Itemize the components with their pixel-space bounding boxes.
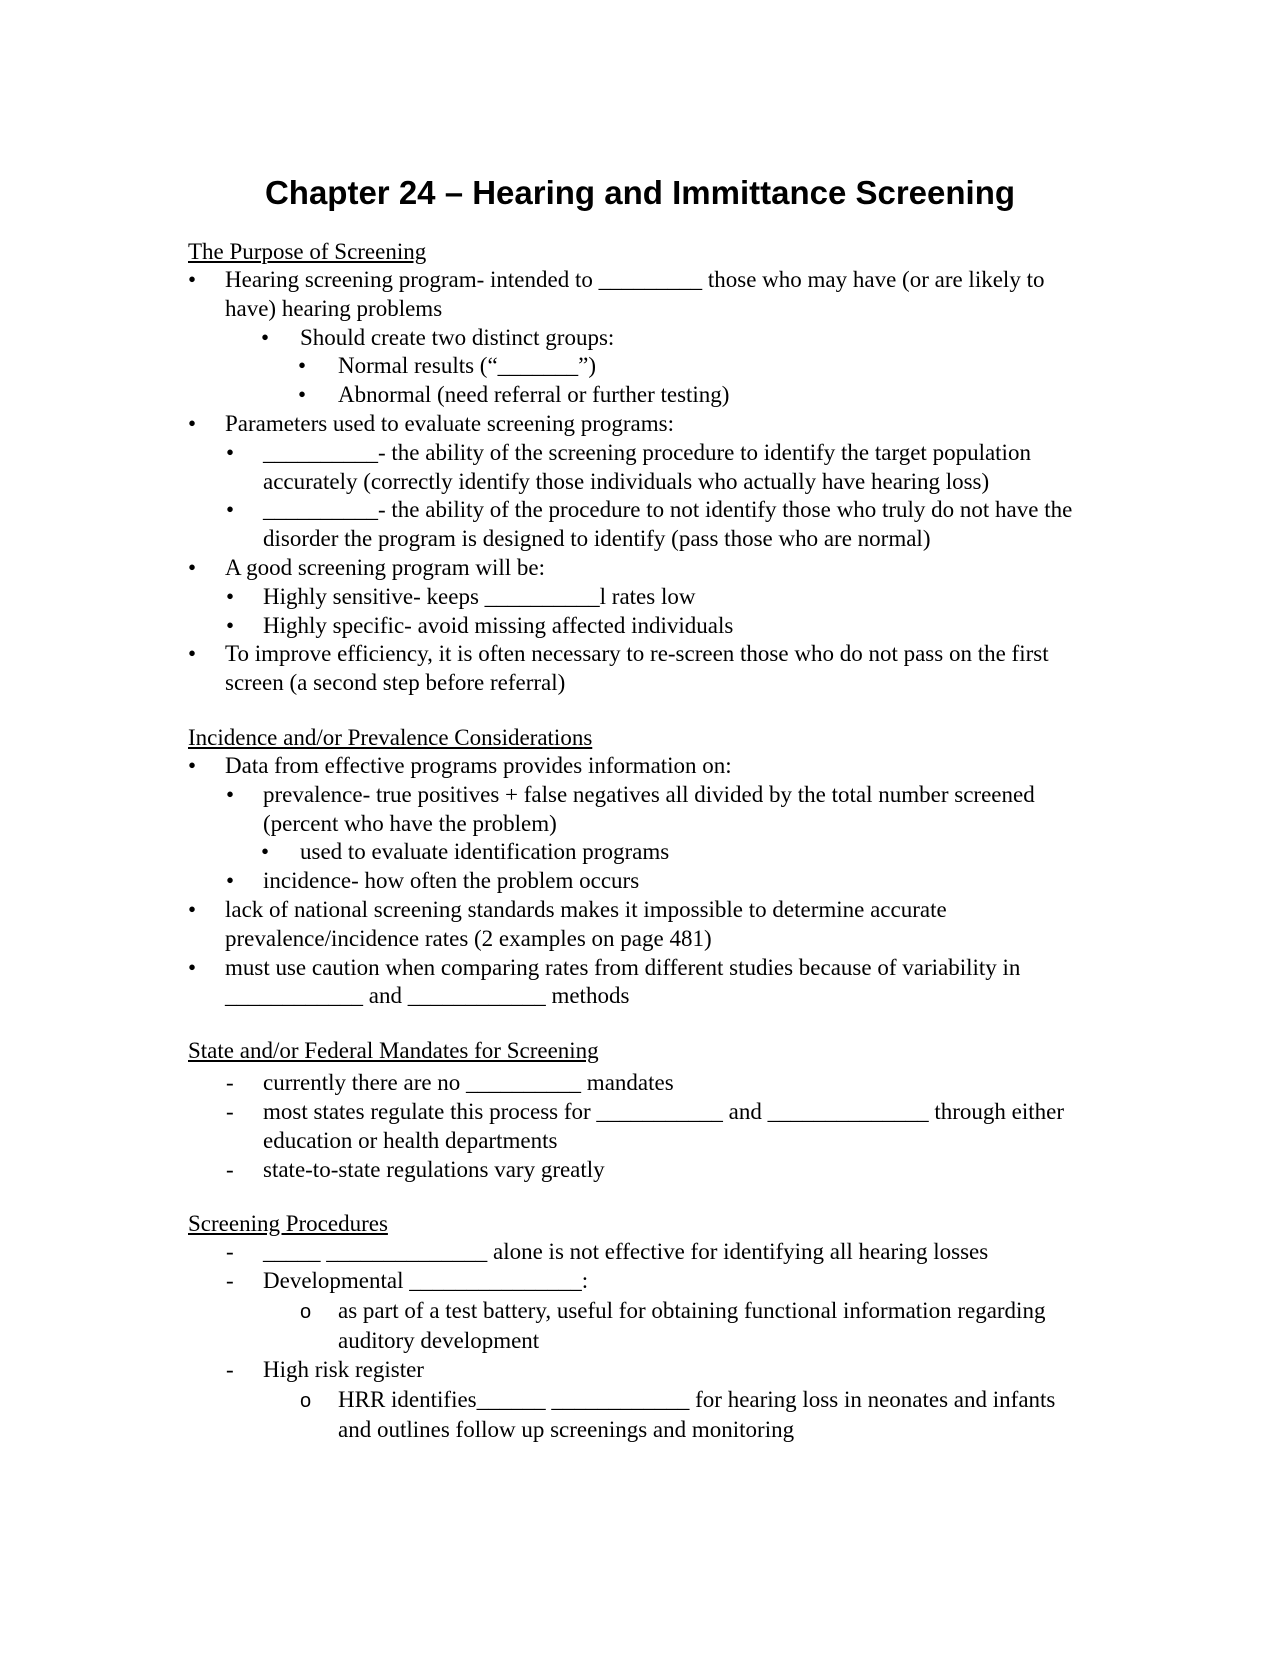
list-item: • prevalence- true positives + false negatives all divided by the total number screened (percent who have the problem) — [226, 781, 1035, 836]
bullet-icon: • — [188, 896, 197, 922]
list-item: - Developmental _______________: — [188, 1267, 1088, 1296]
dash-icon: - — [226, 1070, 234, 1096]
list-item: - High risk register — [188, 1356, 1088, 1385]
list-item: o HRR identifies______ ____________ for hearing loss in neonates and infants and outlines follow up screenings and monitoring — [300, 1386, 1056, 1442]
list-item: • must use caution when comparing rates from different studies because of variability in ____________ and ____________ methods — [188, 954, 1021, 1009]
bullet-icon: • — [226, 868, 235, 894]
list-item: • Parameters used to evaluate screening programs: — [188, 410, 1088, 439]
section-heading-purpose: The Purpose of Screening — [188, 239, 427, 264]
list-item: • incidence- how often the problem occurs — [188, 867, 1088, 896]
bullet-icon: • — [188, 641, 197, 667]
list-item: • Hearing screening program- intended to _________ those who may have (or are likely to have) hearing problems — [188, 267, 1045, 321]
purpose-list — [188, 266, 1088, 698]
incidence-list — [188, 752, 1088, 1011]
list-item: • lack of national screening standards makes it impossible to determine accurate prevalence/incidence rates (2 examples on page 481) — [188, 896, 947, 951]
list-item: • Highly sensitive- keeps __________l rates low — [188, 583, 1088, 612]
section-heading-mandates: State and/or Federal Mandates for Screening — [188, 1038, 599, 1064]
bullet-icon: • — [188, 410, 197, 436]
bullet-icon: • — [226, 612, 235, 638]
dash-icon: - — [226, 1098, 234, 1124]
section-heading-incidence: Incidence and/or Prevalence Considerations — [188, 724, 593, 750]
bullet-icon: • — [261, 839, 270, 865]
section-heading-procedures: Screening Procedures — [188, 1211, 388, 1237]
dash-icon: - — [226, 1239, 234, 1265]
list-item: • Abnormal (need referral or further testing) — [188, 381, 1088, 410]
list-item: • __________- the ability of the procedure to not identify those who truly do not have the disorder the program is designed to identify (pass those who are normal) — [226, 497, 1073, 552]
bullet-icon: • — [226, 439, 235, 465]
bullet-icon: • — [298, 353, 307, 379]
procedures-list — [188, 1238, 1088, 1444]
dash-icon: - — [226, 1356, 234, 1382]
page-title: Chapter 24 – Hearing and Immittance Screening — [264, 174, 1016, 211]
list-item: • Highly specific- avoid missing affected individuals — [188, 612, 1088, 641]
bullet-icon: • — [261, 324, 270, 350]
list-item: o as part of a test battery, useful for obtaining functional information regarding auditory development — [300, 1297, 1046, 1353]
list-item: - most states regulate this process for ___________ and ______________ through either education or health departments — [226, 1098, 1065, 1153]
list-item: • __________- the ability of the screening procedure to identify the target population accurately (correctly identify those individuals who actually have hearing loss) — [226, 439, 1031, 494]
bullet-icon: • — [188, 267, 197, 292]
bullet-icon: • — [188, 752, 197, 778]
circle-bullet-icon: o — [300, 1300, 312, 1323]
list-item: • To improve efficiency, it is often necessary to re-screen those who do not pass on the first screen (a second step before referral) — [188, 641, 1049, 696]
bullet-icon: • — [298, 382, 307, 408]
mandates-list — [188, 1069, 1088, 1184]
list-item: - currently there are no __________ mandates — [188, 1069, 1088, 1098]
bullet-icon: • — [226, 781, 235, 807]
bullet-icon: • — [226, 583, 235, 609]
bullet-icon: • — [188, 554, 197, 580]
list-item: • Data from effective programs provides information on: — [188, 752, 1088, 781]
list-item: • Should create two distinct groups: — [188, 324, 1088, 353]
document-body — [188, 237, 1088, 1445]
circle-bullet-icon: o — [300, 1389, 312, 1412]
dash-icon: - — [226, 1268, 234, 1294]
list-item: • A good screening program will be: — [188, 554, 1088, 583]
list-item: • Normal results (“_______”) — [188, 352, 1088, 381]
list-item: - state-to-state regulations vary greatly — [188, 1156, 1088, 1185]
list-item: • used to evaluate identification programs — [188, 838, 1088, 867]
bullet-icon: • — [188, 954, 197, 980]
dash-icon: - — [226, 1156, 234, 1182]
bullet-icon: • — [226, 497, 235, 523]
list-item: - _____ ______________ alone is not effective for identifying all hearing losses — [188, 1238, 1088, 1267]
